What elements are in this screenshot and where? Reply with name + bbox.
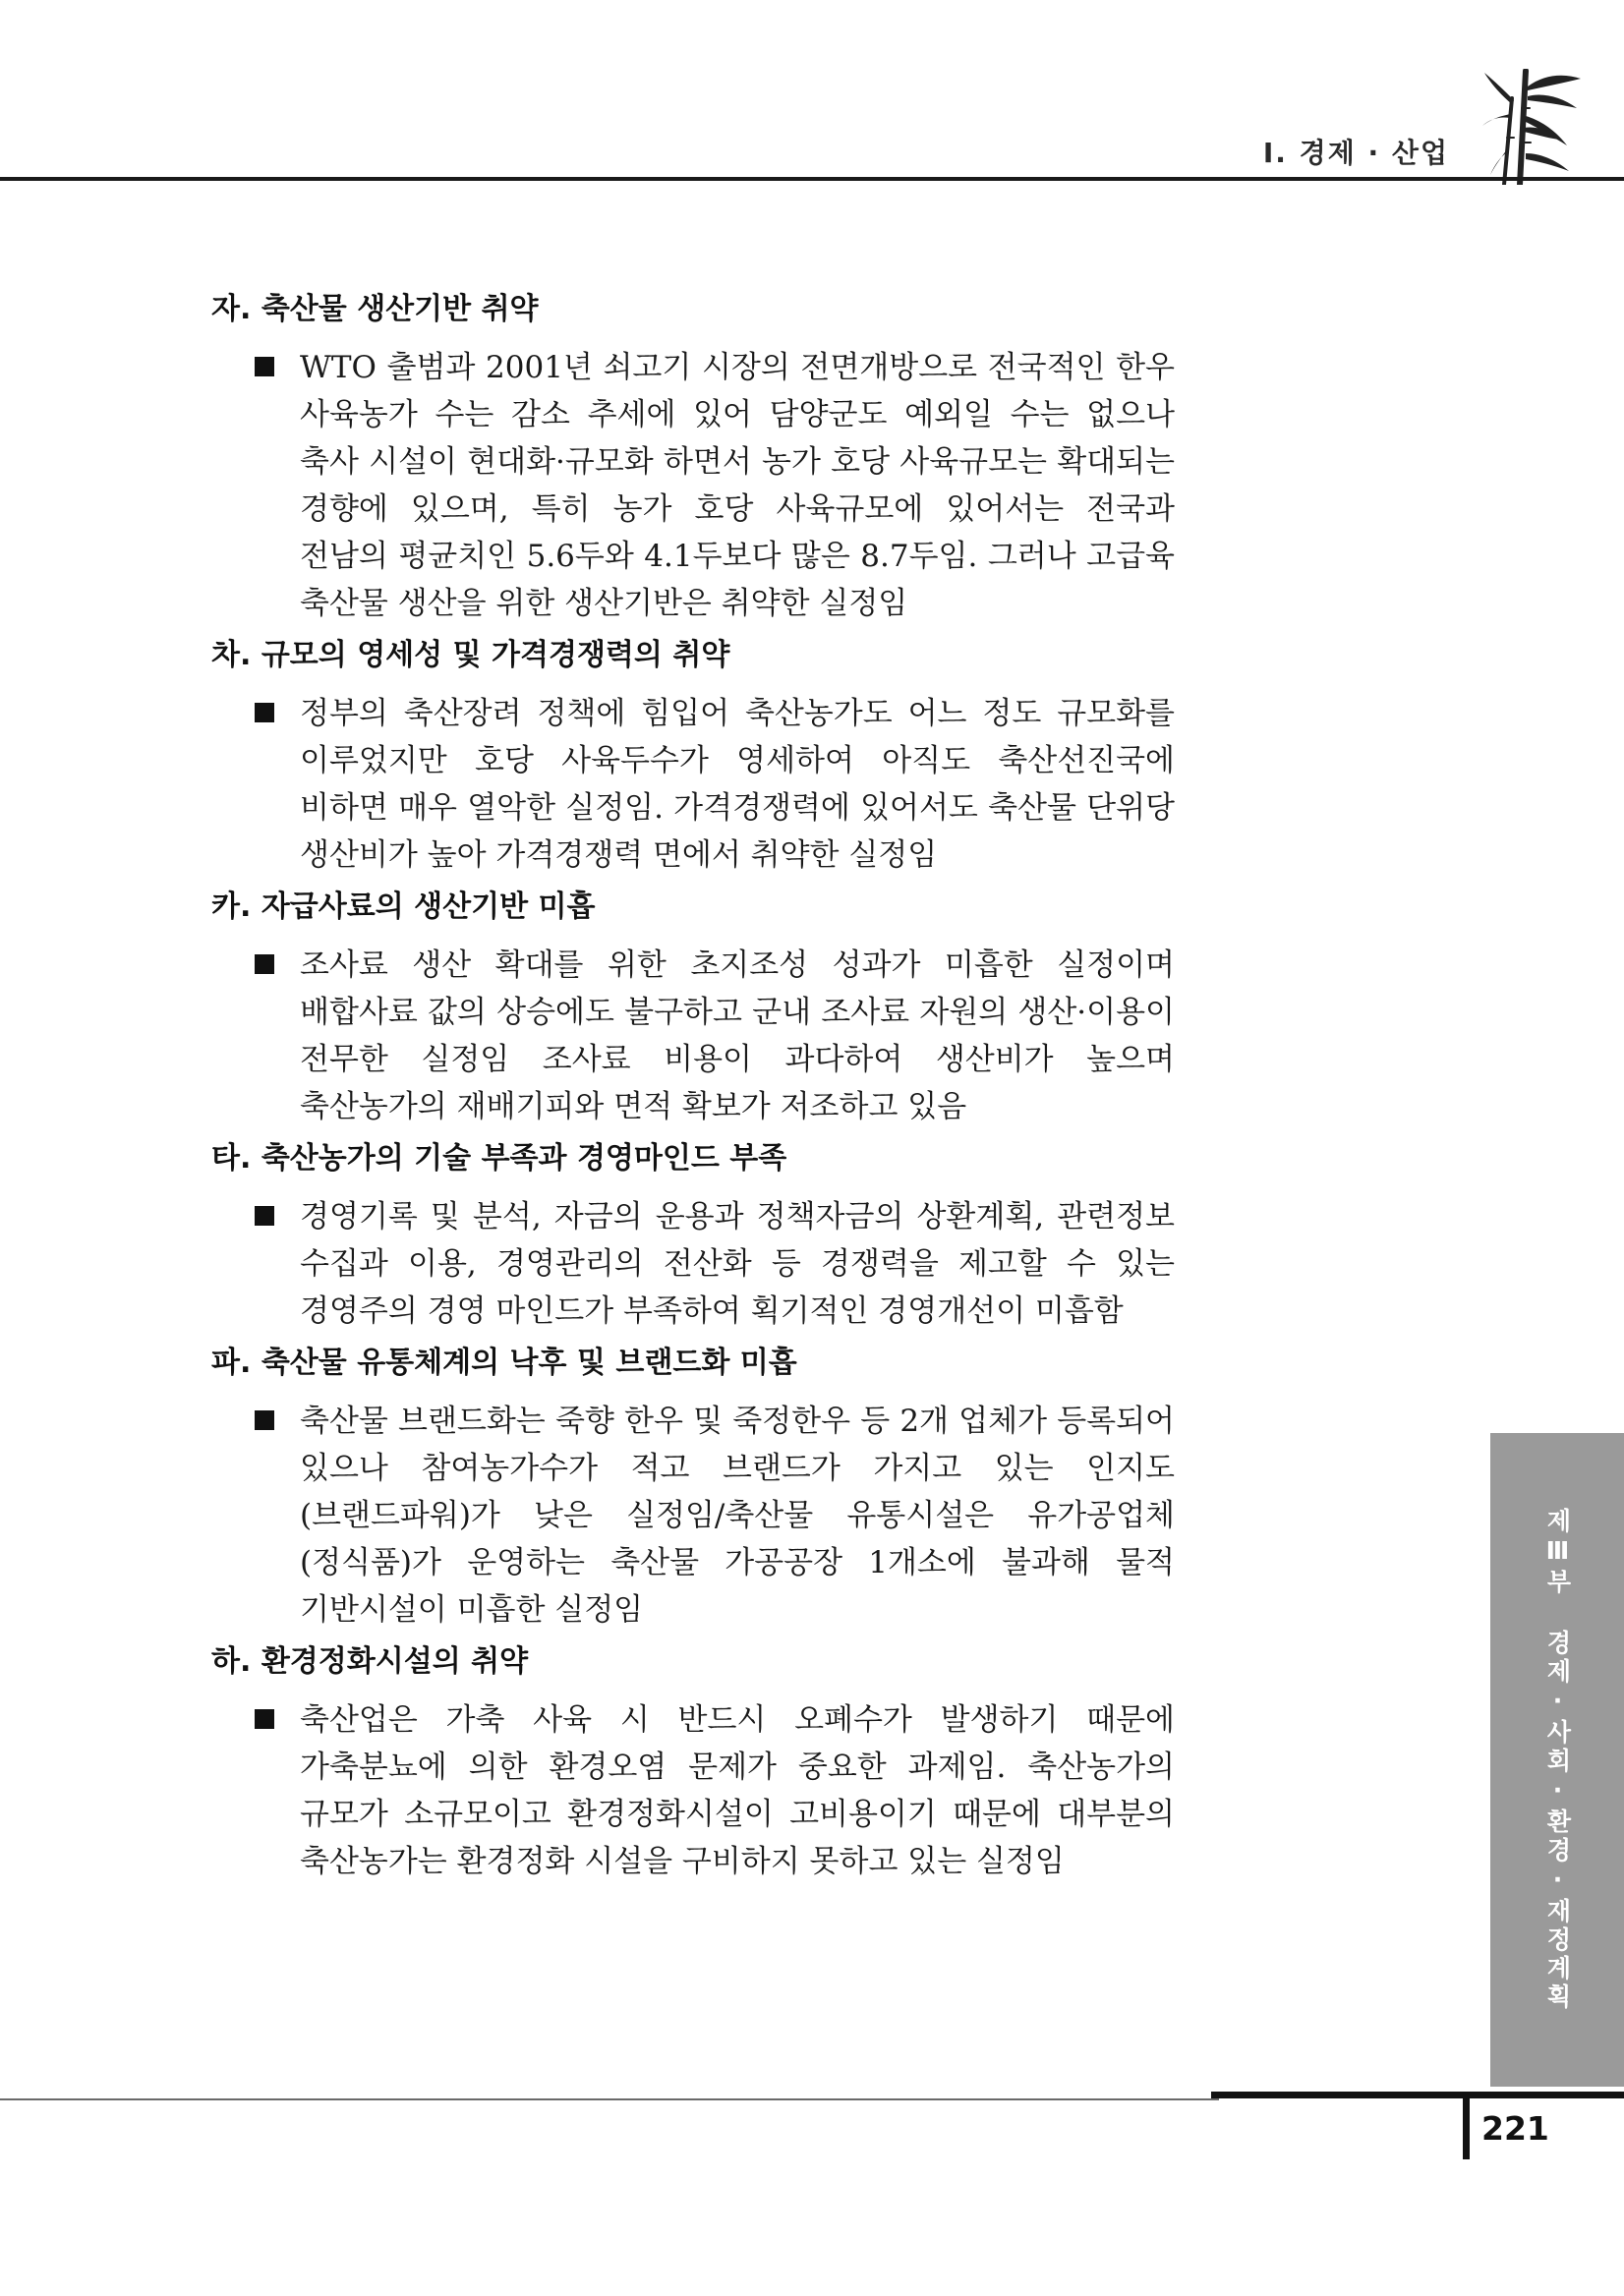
square-bullet-icon	[255, 1709, 274, 1729]
bullet-text: 축산업은 가축 사육 시 반드시 오폐수가 발생하기 때문에 가축분뇨에 의한 환경오염 문제가 중요한 과제임. 축산농가의 규모가 소규모이고 환경정화시설이 고비용이기 때문에 대부분의 축산농가는 환경정화 시설을 구비하지 못하고 있는 실정임	[300, 1702, 1175, 1879]
section-heading: 카. 자급사료의 생산기반 미흡	[211, 890, 596, 924]
section-pa	[211, 1345, 1175, 1634]
chapter-side-tab-label: 제Ⅲ부 경제·사회·환경·재정계획	[1543, 1508, 1572, 2012]
section-heading: 차. 규모의 영세성 및 가격경쟁력의 취약	[211, 638, 730, 672]
section-heading: 자. 축산물 생산기반 취약	[211, 292, 539, 326]
section-ja	[211, 291, 1175, 627]
square-bullet-icon	[255, 954, 274, 974]
chapter-side-tab	[1490, 1433, 1624, 2087]
bamboo-icon	[1482, 69, 1591, 185]
section-ha	[211, 1643, 1175, 1885]
section-heading: 파. 축산물 유통체계의 낙후 및 브랜드화 미흡	[211, 1346, 797, 1380]
section-heading: 타. 축산농가의 기술 부족과 경영마인드 부족	[211, 1141, 787, 1176]
bullet-item	[211, 1398, 1175, 1634]
square-bullet-icon	[255, 1206, 274, 1226]
section-ta	[211, 1140, 1175, 1335]
header-rule	[0, 177, 1624, 181]
square-bullet-icon	[255, 703, 274, 722]
bullet-item	[211, 1193, 1175, 1335]
bullet-item	[211, 1696, 1175, 1885]
footer-rule	[0, 2098, 1219, 2100]
bullet-text: WTO 출범과 2001년 쇠고기 시장의 전면개방으로 전국적인 한우 사육농가 수는 감소 추세에 있어 담양군도 예외일 수는 없으나 축사 시설이 현대화·규모화 하면서 농가 호당 사육규모는 확대되는 경향에 있으며, 특히 농가 호당 사육규모에 있어서는 전국과 전남의 평균치인 5.6두와 4.1두보다 많은 8.7두임. 그러나 고급육 축산물 생산을 위한 생산기반은 취약한 실정임	[300, 350, 1175, 621]
bullet-item	[211, 942, 1175, 1130]
section-heading: 하. 환경정화시설의 취약	[211, 1644, 529, 1679]
section-ka	[211, 889, 1175, 1130]
page-number-divider	[1463, 2098, 1470, 2159]
square-bullet-icon	[255, 1410, 274, 1430]
footer-rule-accent	[1211, 2092, 1624, 2098]
bullet-item	[211, 690, 1175, 879]
page-number: 221	[1481, 2109, 1549, 2148]
bullet-text: 조사료 생산 확대를 위한 초지조성 성과가 미흡한 실정이며 배합사료 값의 상승에도 불구하고 군내 조사료 자원의 생산·이용이 전무한 실정임 조사료 비용이 과다하여 생산비가 높으며 축산농가의 재배기피와 면적 확보가 저조하고 있음	[300, 947, 1175, 1124]
bullet-text: 경영기록 및 분석, 자금의 운용과 정책자금의 상환계획, 관련정보 수집과 이용, 경영관리의 전산화 등 경쟁력을 제고할 수 있는 경영주의 경영 마인드가 부족하여 획기적인 경영개선이 미흡함	[300, 1199, 1175, 1329]
bullet-item	[211, 344, 1175, 627]
bullet-text: 축산물 브랜드화는 죽향 한우 및 죽정한우 등 2개 업체가 등록되어 있으나 참여농가수가 적고 브랜드가 가지고 있는 인지도(브랜드파워)가 낮은 실정임/축산물 유통시설은 유가공업체 (정식품)가 운영하는 축산물 가공공장 1개소에 불과해 물적 기반시설이 미흡한 실정임	[300, 1404, 1175, 1628]
bullet-text: 정부의 축산장려 정책에 힘입어 축산농가도 어느 정도 규모화를 이루었지만 호당 사육두수가 영세하여 아직도 축산선진국에 비하면 매우 열악한 실정임. 가격경쟁력에 있어서도 축산물 단위당 생산비가 높아 가격경쟁력 면에서 취약한 실정임	[300, 696, 1175, 873]
running-header-title: Ⅰ. 경제 · 산업	[1262, 137, 1449, 169]
square-bullet-icon	[255, 357, 274, 376]
section-cha	[211, 637, 1175, 879]
page-content	[211, 291, 1175, 1885]
